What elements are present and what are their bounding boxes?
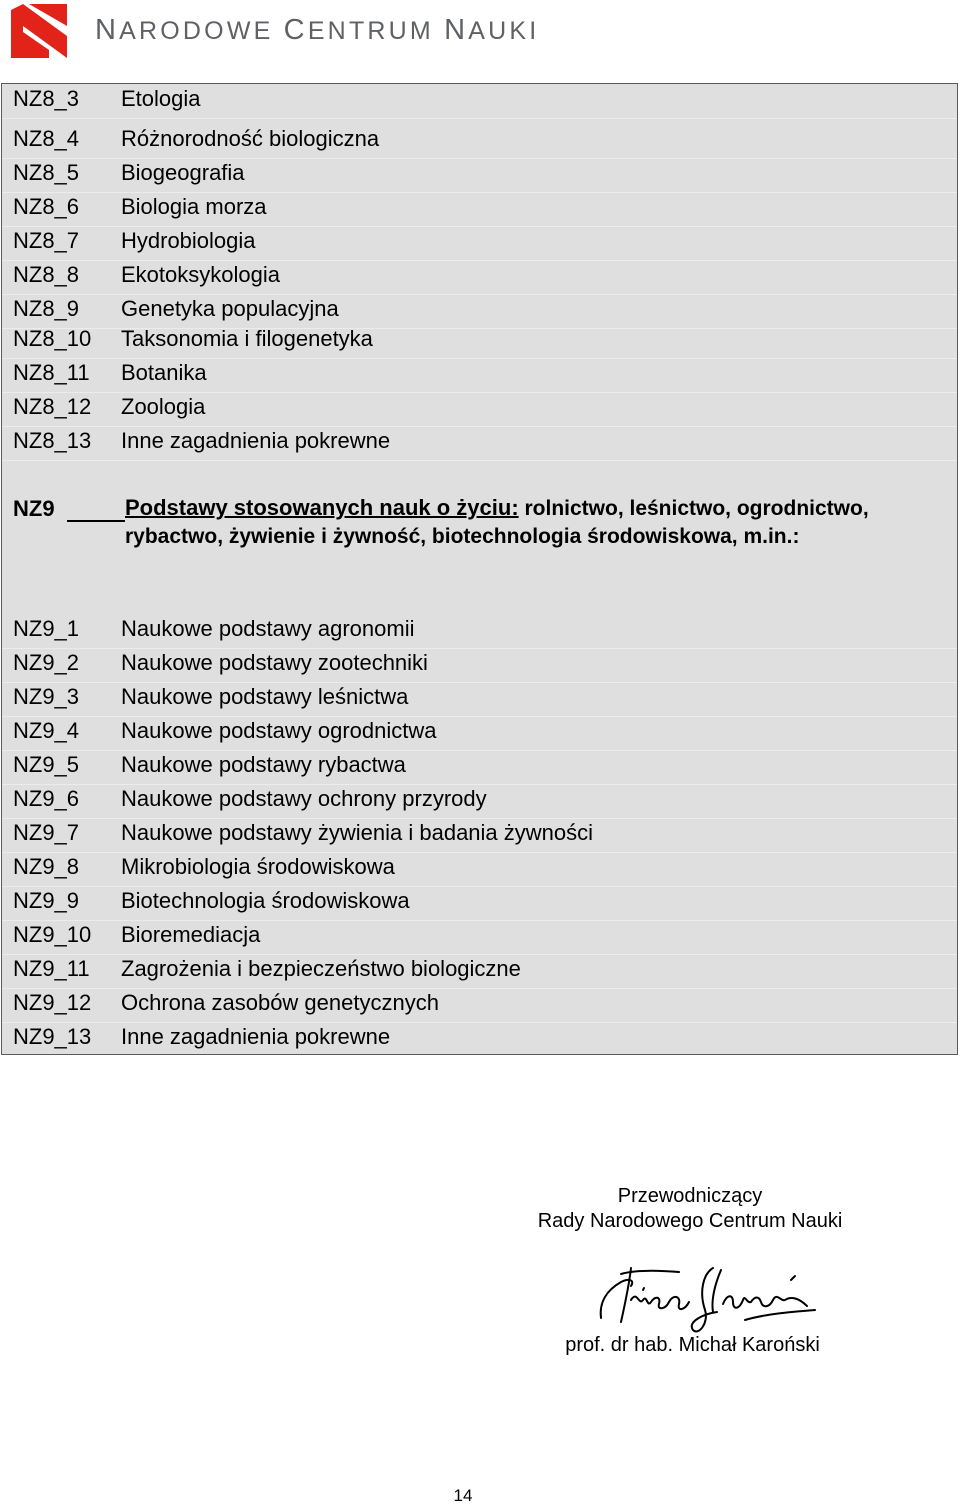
discipline-row (2, 426, 957, 461)
discipline-name: Naukowe podstawy ochrony przyrody (121, 786, 487, 811)
discipline-code: NZ9_4 (13, 718, 80, 743)
discipline-name: Naukowe podstawy rybactwa (121, 752, 406, 777)
discipline-code: NZ8_7 (13, 228, 80, 253)
discipline-row (2, 84, 957, 119)
discipline-name: Zoologia (121, 394, 206, 419)
discipline-code: NZ8_3 (13, 86, 80, 111)
discipline-row (2, 614, 957, 649)
discipline-name: Naukowe podstawy leśnictwa (121, 684, 409, 709)
discipline-row (2, 682, 957, 717)
discipline-name: Biologia morza (121, 194, 267, 219)
discipline-name: Hydrobiologia (121, 228, 256, 253)
discipline-row (2, 124, 957, 159)
discipline-code: NZ8_11 (13, 360, 90, 385)
discipline-row (2, 392, 957, 427)
discipline-code: NZ8_13 (13, 428, 92, 453)
discipline-name: Bioremediacja (121, 922, 261, 947)
discipline-code: NZ8_10 (13, 326, 92, 351)
discipline-name: Naukowe podstawy zootechniki (121, 650, 428, 675)
group-title (125, 494, 925, 550)
discipline-name: Mikrobiologia środowiskowa (121, 854, 395, 879)
discipline-name: Inne zagadnienia pokrewne (121, 428, 391, 453)
discipline-name: Ekotoksykologia (121, 262, 280, 287)
discipline-code: NZ8_12 (13, 394, 92, 419)
discipline-code: NZ9_12 (13, 990, 92, 1015)
discipline-name: Genetyka populacyjna (121, 296, 339, 321)
discipline-row (2, 648, 957, 683)
discipline-row (2, 324, 957, 359)
discipline-row (2, 260, 957, 295)
discipline-name: Etologia (121, 86, 201, 111)
group-underline (67, 520, 125, 522)
discipline-name: Naukowe podstawy żywienia i badania żywności (121, 820, 594, 845)
discipline-code: NZ8_8 (13, 262, 80, 287)
discipline-code: NZ9_13 (13, 1024, 92, 1049)
discipline-row (2, 226, 957, 261)
discipline-code: NZ8_6 (13, 194, 80, 219)
discipline-name: Naukowe podstawy ogrodnictwa (121, 718, 437, 743)
page-number: 14 (453, 1486, 473, 1505)
discipline-code: NZ9_1 (13, 616, 80, 641)
discipline-name: Inne zagadnienia pokrewne (121, 1024, 391, 1049)
discipline-row (2, 192, 957, 227)
discipline-name: Zagrożenia i bezpieczeństwo biologiczne (121, 956, 521, 981)
discipline-row (2, 818, 957, 853)
organization-name: NARODOWE CENTRUM NAUKI (95, 14, 540, 46)
discipline-code: NZ9_9 (13, 888, 80, 913)
discipline-row (2, 852, 957, 887)
group-code: NZ9 (13, 496, 55, 521)
discipline-code: NZ8_9 (13, 296, 80, 321)
discipline-row (2, 886, 957, 921)
discipline-name: Biogeografia (121, 160, 245, 185)
discipline-code: NZ9_5 (13, 752, 80, 777)
discipline-code: NZ9_2 (13, 650, 80, 675)
ncn-logo-icon (9, 2, 69, 60)
discipline-row (2, 1022, 957, 1056)
signatory-name: prof. dr hab. Michał Karoński (565, 1334, 820, 1356)
discipline-code: NZ8_5 (13, 160, 80, 185)
discipline-panel (1, 83, 958, 1055)
group-title-main: Podstawy stosowanych nauk o życiu: (125, 495, 519, 520)
discipline-row (2, 158, 957, 193)
group-title-rest: rolnictwo, leśnictwo, ogrodnictwo, rybactwo, żywienie i żywność, biotechnologia środowiskowa, m.in.: (125, 497, 869, 548)
discipline-row (2, 954, 957, 989)
discipline-code: NZ9_8 (13, 854, 80, 879)
handwritten-signature (595, 1260, 825, 1342)
page-header (0, 0, 960, 70)
discipline-name: Różnorodność biologiczna (121, 126, 380, 151)
discipline-name: Ochrona zasobów genetycznych (121, 990, 439, 1015)
discipline-name: Naukowe podstawy agronomii (121, 616, 415, 641)
discipline-code: NZ9_3 (13, 684, 80, 709)
discipline-code: NZ9_10 (13, 922, 92, 947)
discipline-row (2, 988, 957, 1023)
discipline-code: NZ9_6 (13, 786, 80, 811)
discipline-code: NZ8_4 (13, 126, 80, 151)
discipline-code: NZ9_11 (13, 956, 90, 981)
discipline-row (2, 920, 957, 955)
signatory-role: Przewodniczący (617, 1185, 763, 1207)
discipline-name: Taksonomia i filogenetyka (121, 326, 373, 351)
discipline-name: Botanika (121, 360, 207, 385)
signatory-council: Rady Narodowego Centrum Nauki (537, 1210, 843, 1232)
discipline-row (2, 716, 957, 751)
discipline-row (2, 784, 957, 819)
discipline-row (2, 750, 957, 785)
discipline-code: NZ9_7 (13, 820, 80, 845)
discipline-name: Biotechnologia środowiskowa (121, 888, 410, 913)
discipline-row (2, 358, 957, 393)
